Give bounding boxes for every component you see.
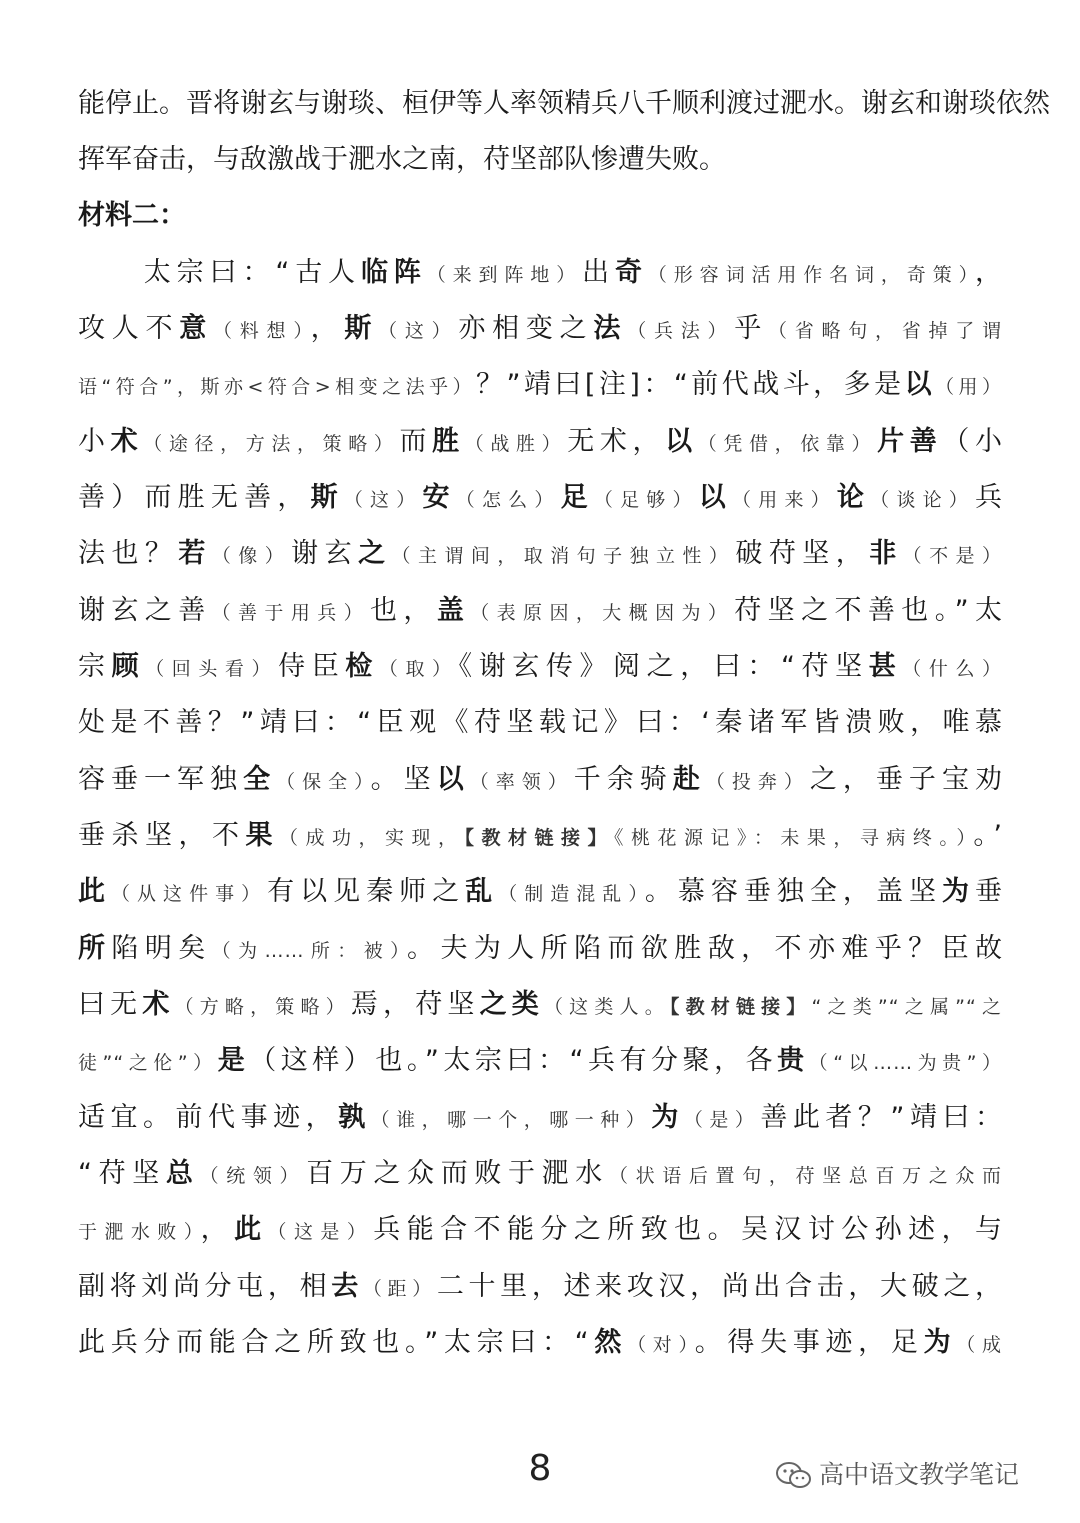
text-line	[78, 1152, 1002, 1196]
annotation: （成	[956, 1334, 1002, 1356]
text-line	[78, 927, 1002, 971]
keyword: 贵	[777, 1045, 809, 1076]
annotation: （方略，策略）	[174, 996, 351, 1018]
annotation: （用）	[935, 376, 1003, 398]
annotation: （这）	[343, 489, 423, 511]
keyword: 此	[78, 876, 112, 907]
text-line	[78, 1265, 1002, 1309]
keyword: 若	[178, 538, 212, 569]
keyword: 乱	[465, 876, 499, 907]
keyword: 之类	[479, 989, 544, 1020]
text-segment: ，	[200, 1214, 235, 1245]
keyword: 所	[78, 933, 112, 964]
annotation: （是）	[683, 1109, 761, 1131]
text-segment: 之，垂子宝劝	[809, 764, 1002, 795]
wechat-icon	[775, 1461, 813, 1491]
annotation: （“以……为贵”）	[808, 1052, 1003, 1074]
annotation: （兵法）	[627, 320, 735, 342]
keyword: 论	[836, 482, 871, 513]
text-segment: 侍臣	[278, 651, 346, 682]
text-segment: 挥军奋击，与敌激战于淝水之南，苻坚部队惨遭失败。	[78, 144, 726, 175]
annotation: （凭借，依靠）	[697, 433, 878, 455]
keyword: 去	[331, 1271, 363, 1302]
annotation: （这类人。	[543, 996, 670, 1018]
annotation: （成功，实现，	[278, 827, 465, 849]
text-line	[78, 1208, 1002, 1252]
annotation: （这）	[378, 320, 459, 342]
annotation: （距）	[362, 1278, 437, 1300]
text-segment: 能停止。晋将谢玄与谢琰、桓伊等人率领精兵八千顺利渡过淝水。谢玄和谢琰依然	[78, 88, 1050, 119]
text-line	[78, 983, 1002, 1027]
keyword: 临阵	[361, 257, 427, 288]
annotation: （制造混乱）	[498, 883, 645, 905]
keyword: 安	[422, 482, 456, 513]
text-line	[78, 420, 1002, 464]
text-line	[78, 870, 1002, 914]
keyword: 材料二：	[78, 200, 186, 231]
annotation: （状语后置句，苻坚总百万之众而	[608, 1165, 1002, 1187]
annotation: 于淝水败）	[78, 1221, 201, 1243]
text-segment: 兵能合不能分之所致也。吴汉讨公孙述，与	[373, 1214, 1003, 1245]
text-line	[78, 701, 1002, 745]
text-line	[78, 138, 1002, 182]
text-segment: （小	[942, 426, 1002, 457]
text-segment: 。夫为人所陷而欲胜敌，不亦难乎？臣故	[407, 933, 1003, 964]
keyword: 盖	[436, 595, 471, 626]
keyword: 是	[217, 1045, 250, 1076]
keyword: 然	[588, 1327, 628, 1358]
keyword: 之	[358, 538, 392, 569]
text-segment: 容垂一军独	[78, 764, 244, 795]
annotation: （战胜）	[464, 433, 568, 455]
keyword: 奇	[615, 257, 648, 288]
text-segment: 无术，	[567, 426, 666, 457]
annotation: 语“符合”，斯亦<符合>相变之法乎）	[78, 376, 476, 398]
annotation: （率领）	[469, 771, 574, 793]
text-segment: 也，	[370, 595, 437, 626]
text-line	[78, 532, 1002, 576]
annotation: （从这件事）	[111, 883, 268, 905]
text-segment: 出	[582, 257, 616, 288]
keyword: 孰	[338, 1102, 371, 1133]
text-segment: 二十里，述来攻汉，尚出合击，大破之，	[436, 1271, 1003, 1302]
watermark	[775, 1457, 1019, 1493]
text-line	[78, 363, 1002, 407]
text-segment: 攻人不	[78, 313, 180, 344]
text-segment: 苻坚之不善也。”太	[734, 595, 1002, 626]
annotation: （保全）	[276, 771, 371, 793]
text-segment: 适宜。前代事迹，	[78, 1102, 339, 1133]
text-line	[78, 82, 1050, 126]
text-segment: 。慕容垂独全，盖坚	[644, 876, 942, 907]
text-segment: 兵	[975, 482, 1003, 513]
keyword: 以	[436, 764, 470, 795]
text-segment: 有以见秦师之	[267, 876, 466, 907]
text-segment: 处是不善？”靖曰：“臣观《苻坚载记》曰：‘秦诸军皆溃败，唯慕	[78, 707, 1002, 738]
keyword: 顾	[111, 651, 146, 682]
text-segment: ？”靖曰[注]：“前代战斗，多是	[476, 369, 905, 400]
keyword: 以	[665, 426, 698, 457]
annotation: （不是）	[902, 545, 1003, 567]
annotation: （料想）	[213, 320, 311, 342]
keyword: 全	[243, 764, 277, 795]
watermark-text: 高中语文教学笔记	[819, 1460, 1020, 1489]
text-segment: 小	[78, 426, 111, 457]
keyword: 斯	[310, 482, 344, 513]
keyword: 总	[165, 1158, 200, 1189]
keyword: 足	[560, 482, 594, 513]
annotation: （来到阵地）	[426, 264, 583, 286]
text-segment: 宗	[78, 651, 112, 682]
text-segment: 此兵分而能合之所致也。”太宗曰：“	[78, 1327, 589, 1358]
annotation: （回头看）	[145, 658, 279, 680]
keyword: 此	[234, 1214, 268, 1245]
annotation: （足够）	[593, 489, 699, 511]
text-segment: 善此者？”靖曰：	[760, 1102, 1002, 1133]
keyword: 斯	[344, 313, 379, 344]
keyword: 意	[179, 313, 214, 344]
annotation: 【教材链接】	[669, 996, 812, 1018]
text-segment: “苻坚	[78, 1158, 166, 1189]
keyword: 果	[245, 820, 279, 851]
text-segment: 《谢玄传》阅之，曰：“苻坚	[458, 651, 869, 682]
annotation: （谁，哪一个，哪一种）	[370, 1109, 652, 1131]
annotation: （像）	[211, 545, 292, 567]
text-segment: 破苻坚，	[735, 538, 870, 569]
text-segment: 。得失事迹，足	[694, 1327, 924, 1358]
text-segment: 谢玄	[291, 538, 359, 569]
keyword: 片善	[877, 426, 943, 457]
annotation: （善于用兵）	[211, 602, 371, 624]
text-segment: 乎	[734, 313, 768, 344]
annotation: “之类”“之属”“之	[811, 996, 1003, 1018]
keyword: 以	[904, 369, 936, 400]
text-segment: ，	[974, 257, 1002, 288]
keyword: 术	[110, 426, 144, 457]
text-segment: （这样）也。”太宗曰：“兵有分聚，各	[249, 1045, 778, 1076]
keyword: 胜	[432, 426, 465, 457]
text-segment: 千余骑	[573, 764, 673, 795]
annotation: 【教材链接】	[464, 827, 614, 849]
annotation: 《桃花源记》：未果，寻病终。）	[613, 827, 974, 849]
text-segment: ，	[310, 313, 345, 344]
keyword: 以	[698, 482, 732, 513]
text-segment: 。’	[973, 820, 1002, 851]
text-segment: 垂杀坚，不	[78, 820, 246, 851]
text-line	[78, 1321, 1002, 1365]
text-segment: 副将刘尚分屯，相	[78, 1271, 332, 1302]
text-line	[78, 589, 1002, 633]
text-segment: 曰无	[78, 989, 143, 1020]
text-line	[78, 1096, 1002, 1140]
text-line	[78, 1039, 1002, 1083]
annotation: （怎么）	[455, 489, 561, 511]
text-segment: 垂	[975, 876, 1002, 907]
text-segment: 陷明矣	[111, 933, 212, 964]
keyword: 术	[142, 989, 175, 1020]
text-line	[78, 645, 1002, 689]
annotation: （为……所：被）	[211, 940, 408, 962]
keyword: 非	[869, 538, 903, 569]
annotation: （统领）	[199, 1165, 307, 1187]
annotation: （对）	[627, 1334, 695, 1356]
text-segment: 。坚	[370, 764, 437, 795]
text-line	[78, 251, 1002, 295]
keyword: 为	[941, 876, 975, 907]
annotation: （主谓间，取消句子独立性）	[391, 545, 736, 567]
text-segment: 焉，苻坚	[350, 989, 480, 1020]
keyword: 赴	[672, 764, 706, 795]
annotation: （这是）	[267, 1221, 374, 1243]
text-line	[78, 814, 1002, 858]
annotation: （投奔）	[705, 771, 810, 793]
text-line	[78, 758, 1002, 802]
text-segment: 亦相变之	[458, 313, 594, 344]
keyword: 甚	[868, 651, 903, 682]
annotation: （途径，方法，策略）	[143, 433, 400, 455]
keyword: 为	[651, 1102, 684, 1133]
text-line	[78, 307, 1002, 351]
page-number: 8	[528, 1448, 552, 1489]
text-segment: 百万之众而败于淝水	[306, 1158, 609, 1189]
annotation: （表原因，大概因为）	[470, 602, 735, 624]
annotation: 徒”“之伦”）	[78, 1052, 218, 1074]
keyword: 检	[345, 651, 379, 682]
keyword: 法	[593, 313, 628, 344]
annotation: （省略句，省掉了谓	[767, 320, 1003, 342]
annotation: （形容词活用作名词，奇策）	[647, 264, 975, 286]
text-line	[78, 194, 1002, 238]
annotation: （谈论）	[870, 489, 976, 511]
text-line	[78, 476, 1002, 520]
annotation: （什么）	[902, 658, 1003, 680]
text-segment: 太宗曰：“古人	[78, 257, 361, 288]
keyword: 为	[923, 1327, 957, 1358]
annotation: （取）	[378, 658, 459, 680]
text-segment: 谢玄之善	[78, 595, 212, 626]
annotation: （用来）	[732, 489, 837, 511]
text-segment: 而	[399, 426, 433, 457]
text-segment: 法也？	[78, 538, 179, 569]
text-segment: 善）而胜无善，	[78, 482, 311, 513]
